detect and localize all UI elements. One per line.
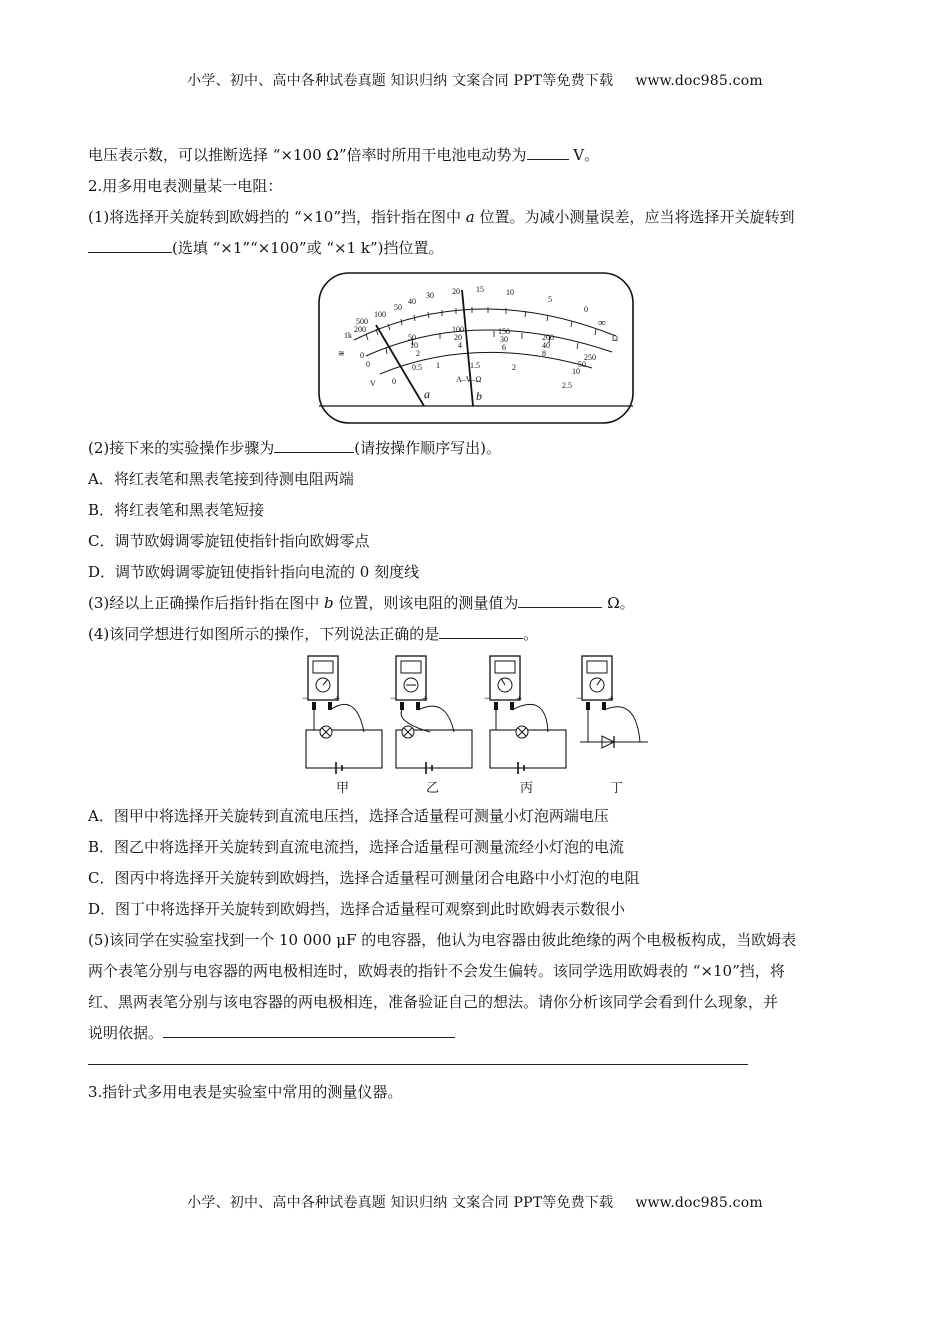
ohm-scale-arc xyxy=(354,309,616,340)
q5-line4: 说明依据。 xyxy=(88,1023,455,1043)
minus-sign-jia: − xyxy=(302,691,309,705)
q5-line2: 两个表笔分别与电容器的两电极相连时，欧姆表的指针不会发生偏转。该同学选用欧姆表的 “×10”挡，将 xyxy=(88,962,785,980)
page-footer xyxy=(0,1192,950,1212)
plus-sign-bing: + xyxy=(516,693,523,705)
tick-200: 200 xyxy=(354,325,366,334)
tick-40: 40 xyxy=(408,297,416,306)
mid-10: 10 xyxy=(410,341,418,350)
tick-20: 20 xyxy=(452,287,460,296)
tick-30: 30 xyxy=(426,291,434,300)
minus-sign-bing: − xyxy=(484,691,491,705)
symbol-v: V xyxy=(370,379,376,388)
label-ohm: Ω xyxy=(612,334,618,343)
q2-part1-line1: (1)将选择开关旋转到欧姆挡的 “×10”挡，指针指在图中 a 位置。为减小测量误差，应当将选择开关旋转到 xyxy=(88,208,795,226)
tick-50: 50 xyxy=(394,303,402,312)
needle-b xyxy=(462,290,473,406)
circuit-ding xyxy=(576,656,648,795)
plus-sign-yi: + xyxy=(422,693,429,705)
mid-40: 40 xyxy=(542,341,550,350)
symbol-avo: A–V–Ω xyxy=(456,375,482,384)
blank-choice[interactable] xyxy=(439,624,523,639)
blank-resistance[interactable] xyxy=(518,593,602,608)
line-emf: 电压表示数，可以推断选择 “×100 Ω”倍率时所用干电池电动势为 V。 xyxy=(88,146,600,164)
mid-8: 8 xyxy=(542,349,546,358)
low-2: 2 xyxy=(512,363,516,372)
meter-dial-figure xyxy=(316,270,636,428)
circuits-figure xyxy=(296,652,656,796)
mid-50: 50 xyxy=(408,333,416,342)
blank-range[interactable] xyxy=(88,238,172,253)
mid-100: 100 xyxy=(452,325,464,334)
minus-sign-ding: − xyxy=(576,691,583,705)
tick-5: 5 xyxy=(548,295,552,304)
circuit-bing xyxy=(484,656,566,795)
header-url[interactable]: www.doc985.com xyxy=(635,73,763,89)
blank-emf[interactable] xyxy=(527,145,569,160)
option-a: A．将红表笔和黑表笔接到待测电阻两端 xyxy=(88,470,354,488)
needle-b-label: b xyxy=(476,389,482,403)
low-2.5: 2.5 xyxy=(562,381,572,390)
label-jia: 甲 xyxy=(336,780,350,795)
mid-10b: 10 xyxy=(572,367,580,376)
mid-6: 6 xyxy=(502,343,506,352)
symbol-ac: ≅ xyxy=(338,349,345,358)
tick-1k: 1k xyxy=(344,331,352,340)
q4-option-a: A．图甲中将选择开关旋转到直流电压挡，选择合适量程可测量小灯泡两端电压 xyxy=(88,807,609,825)
mid-0b: 0 xyxy=(366,360,370,369)
option-d: D．调节欧姆调零旋钮使指针指向电流的 0 刻度线 xyxy=(88,563,420,581)
tick-100: 100 xyxy=(374,310,386,319)
footer-text: 小学、初中、高中各种试卷真题 知识归纳 文案合同 PPT等免费下载 xyxy=(187,1195,614,1211)
q4-option-b: B．图乙中将选择开关旋转到直流电流挡，选择合适量程可测量流经小灯泡的电流 xyxy=(88,838,625,856)
mid-200: 200 xyxy=(542,333,554,342)
q2-part1-line2: (选填 “×1”“×100”或 “×1 k”)挡位置。 xyxy=(88,238,444,258)
mid-20: 20 xyxy=(454,333,462,342)
label-ding: 丁 xyxy=(610,780,624,795)
low-1: 1 xyxy=(436,361,440,370)
page-header xyxy=(0,70,950,90)
question-2-title: 2.用多用电表测量某一电阻： xyxy=(88,177,283,195)
label-bing: 丙 xyxy=(520,780,534,795)
mid-2: 2 xyxy=(416,349,420,358)
option-b: B．将红表笔和黑表笔短接 xyxy=(88,501,265,519)
blank-answer-1[interactable] xyxy=(163,1023,455,1038)
q5-line1: (5)该同学在实验室找到一个 10 000 μF 的电容器，他认为电容器由彼此绝缘的两个电极板构成，当欧姆表 xyxy=(88,931,797,949)
tick-0: 0 xyxy=(584,305,588,314)
minus-sign-yi: − xyxy=(390,691,397,705)
mid-250: 250 xyxy=(584,353,596,362)
circuit-jia xyxy=(302,656,382,795)
label-yi: 乙 xyxy=(426,780,440,795)
q2-part2: (2)接下来的实验操作步骤为 (请按操作顺序写出)。 xyxy=(88,439,501,457)
option-c: C．调节欧姆调零旋钮使指针指向欧姆零点 xyxy=(88,532,370,550)
tick-500: 500 xyxy=(356,317,368,326)
low-0: 0 xyxy=(392,377,396,386)
footer-url[interactable]: www.doc985.com xyxy=(635,1195,763,1211)
q4-option-c: C．图丙中将选择开关旋转到欧姆挡，选择合适量程可测量闭合电路中小灯泡的电阻 xyxy=(88,869,640,887)
tick-10: 10 xyxy=(506,288,514,297)
q5-line3: 红、黑两表笔分别与该电容器的两电极相连，准备验证自己的想法。请你分析该同学会看到什么现象，并 xyxy=(88,993,779,1011)
mid-30: 30 xyxy=(500,335,508,344)
low-0.5: 0.5 xyxy=(412,363,422,372)
q2-part4: (4)该同学想进行如图所示的操作，下列说法正确的是 。 xyxy=(88,625,539,643)
circuit-yi xyxy=(390,656,472,795)
mid-0: 0 xyxy=(360,351,364,360)
tick-15: 15 xyxy=(476,285,484,294)
blank-answer-2[interactable] xyxy=(88,1064,748,1065)
needle-a-label: a xyxy=(424,387,430,401)
plus-sign-jia: + xyxy=(334,693,341,705)
q4-option-d: D．图丁中将选择开关旋转到欧姆挡，选择合适量程可观察到此时欧姆表示数很小 xyxy=(88,900,626,918)
mid-4: 4 xyxy=(458,341,462,350)
low-1.5: 1.5 xyxy=(470,361,480,370)
header-text: 小学、初中、高中各种试卷真题 知识归纳 文案合同 PPT等免费下载 xyxy=(187,73,614,89)
blank-steps[interactable] xyxy=(274,438,354,453)
plus-sign-ding: + xyxy=(608,693,615,705)
mid-50b: 50 xyxy=(578,360,586,369)
tick-infinity: ∞ xyxy=(598,317,606,329)
question-3-title: 3.指针式多用电表是实验室中常用的测量仪器。 xyxy=(88,1083,403,1101)
mid-150: 150 xyxy=(498,327,510,336)
q2-part3: (3)经以上正确操作后指针指在图中 b 位置，则该电阻的测量值为 Ω。 xyxy=(88,594,635,612)
